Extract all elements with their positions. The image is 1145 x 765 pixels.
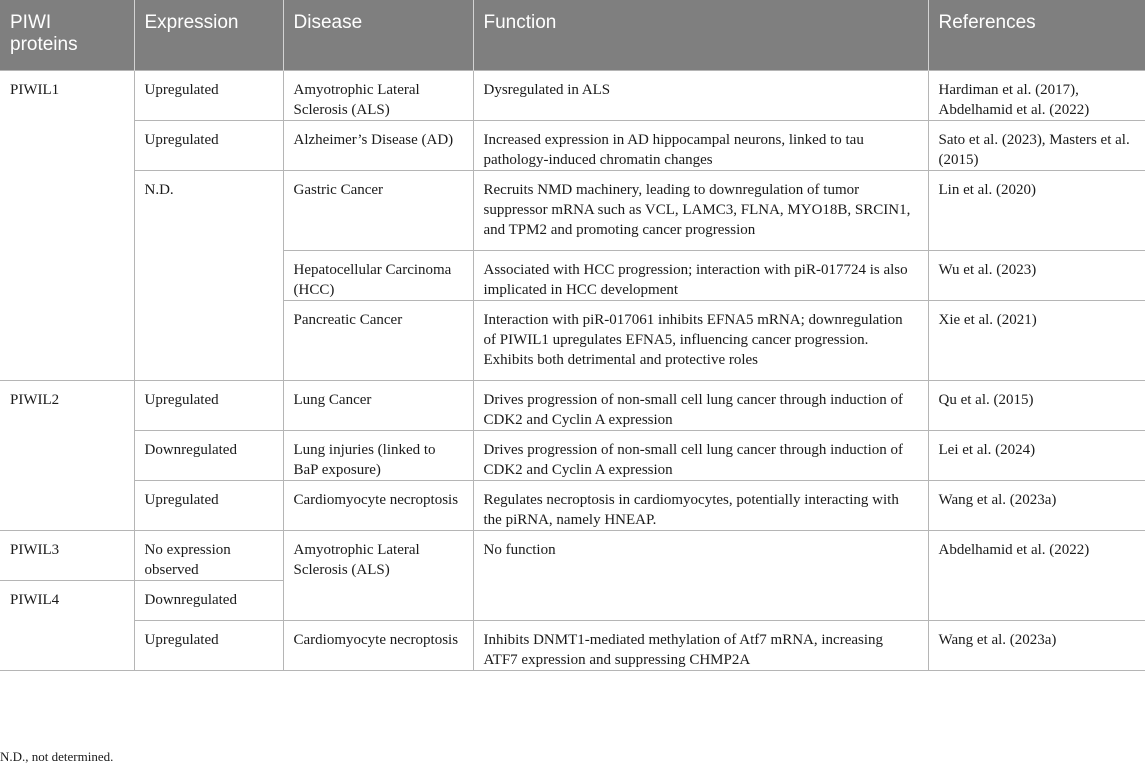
references-cell: Sato et al. (2023), Masters et al. (2015) xyxy=(928,120,1145,170)
disease-cell: Alzheimer’s Disease (AD) xyxy=(283,120,473,170)
references-cell: Abdelhamid et al. (2022) xyxy=(928,530,1145,620)
disease-cell: Lung Cancer xyxy=(283,380,473,430)
header-disease: Disease xyxy=(283,0,473,70)
function-cell: Increased expression in AD hippocampal neurons, linked to tau pathology-induced chromatin changes xyxy=(473,120,928,170)
references-cell: Lei et al. (2024) xyxy=(928,430,1145,480)
table-row xyxy=(0,120,1145,170)
disease-cell: Cardiomyocyte necroptosis xyxy=(283,480,473,530)
table-footnote: N.D., not determined. xyxy=(0,749,114,764)
disease-cell: Lung injuries (linked to BaP exposure) xyxy=(283,430,473,480)
header-expression: Expression xyxy=(134,0,283,70)
table-row xyxy=(0,430,1145,480)
header-references: References xyxy=(928,0,1145,70)
header-function: Function xyxy=(473,0,928,70)
function-cell: Inhibits DNMT1-mediated methylation of Atf7 mRNA, increasing ATF7 expression and suppressing CHMP2A xyxy=(473,620,928,670)
expression-cell: Upregulated xyxy=(134,480,283,530)
expression-cell: Downregulated xyxy=(134,580,283,620)
function-cell: No function xyxy=(473,530,928,620)
disease-cell: Amyotrophic Lateral Sclerosis (ALS) xyxy=(283,70,473,120)
references-cell: Wang et al. (2023a) xyxy=(928,620,1145,670)
expression-cell: Upregulated xyxy=(134,70,283,120)
table-row xyxy=(0,620,1145,670)
disease-cell: Gastric Cancer xyxy=(283,170,473,250)
disease-cell: Pancreatic Cancer xyxy=(283,300,473,380)
function-cell: Drives progression of non-small cell lung cancer through induction of CDK2 and Cyclin A expression xyxy=(473,380,928,430)
function-cell: Regulates necroptosis in cardiomyocytes, potentially interacting with the piRNA, namely HNEAP. xyxy=(473,480,928,530)
disease-cell: Amyotrophic Lateral Sclerosis (ALS) xyxy=(283,530,473,620)
protein-cell: PIWIL3 xyxy=(0,530,134,580)
disease-cell: Hepatocellular Carcinoma (HCC) xyxy=(283,250,473,300)
function-cell: Interaction with piR-017061 inhibits EFNA5 mRNA; downregulation of PIWIL1 upregulates EFNA5, influencing cancer progression. Exhibits both detrimental and protective roles xyxy=(473,300,928,380)
function-cell: Drives progression of non-small cell lung cancer through induction of CDK2 and Cyclin A expression xyxy=(473,430,928,480)
table-row xyxy=(0,480,1145,530)
protein-cell: PIWIL2 xyxy=(0,380,134,530)
references-cell: Lin et al. (2020) xyxy=(928,170,1145,250)
function-cell: Associated with HCC progression; interaction with piR-017724 is also implicated in HCC development xyxy=(473,250,928,300)
references-cell: Hardiman et al. (2017), Abdelhamid et al. (2022) xyxy=(928,70,1145,120)
expression-cell: N.D. xyxy=(134,170,283,380)
expression-cell: Upregulated xyxy=(134,620,283,670)
header-piwi-proteins: PIWI proteins xyxy=(0,0,134,70)
protein-cell: PIWIL4 xyxy=(0,580,134,670)
protein-cell: PIWIL1 xyxy=(0,70,134,380)
expression-cell: No expression observed xyxy=(134,530,283,580)
expression-cell: Upregulated xyxy=(134,380,283,430)
function-cell: Dysregulated in ALS xyxy=(473,70,928,120)
references-cell: Wang et al. (2023a) xyxy=(928,480,1145,530)
table-row xyxy=(0,530,1145,580)
table-header-row xyxy=(0,0,1145,70)
references-cell: Wu et al. (2023) xyxy=(928,250,1145,300)
disease-cell: Cardiomyocyte necroptosis xyxy=(283,620,473,670)
expression-cell: Upregulated xyxy=(134,120,283,170)
table-row xyxy=(0,170,1145,250)
expression-cell: Downregulated xyxy=(134,430,283,480)
references-cell: Xie et al. (2021) xyxy=(928,300,1145,380)
references-cell: Qu et al. (2015) xyxy=(928,380,1145,430)
table-row xyxy=(0,380,1145,430)
function-cell: Recruits NMD machinery, leading to downregulation of tumor suppressor mRNA such as VCL, LAMC3, FLNA, MYO18B, SRCIN1, and TPM2 and promoting cancer progression xyxy=(473,170,928,250)
table-row xyxy=(0,70,1145,120)
